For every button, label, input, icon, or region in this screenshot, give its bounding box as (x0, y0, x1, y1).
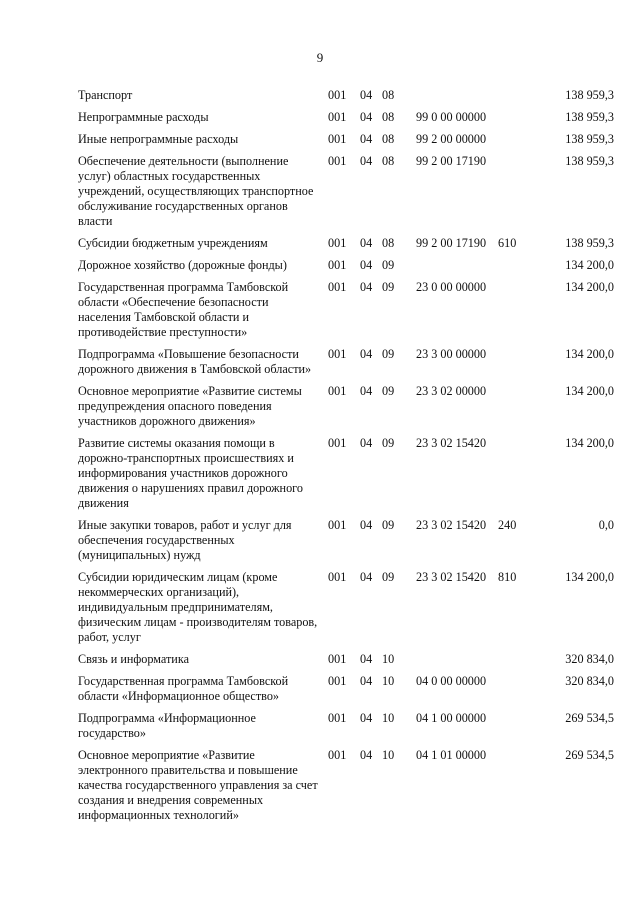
row-amount: 134 200,0 (565, 280, 614, 294)
row-amount: 320 834,0 (565, 652, 614, 666)
table-row (78, 132, 614, 154)
row-subsection-code: 08 (382, 88, 395, 102)
row-target-code: 23 3 02 15420 (416, 570, 487, 584)
row-subsection-code: 09 (382, 436, 395, 450)
row-target-code: 99 2 00 17190 (416, 154, 487, 168)
row-org-code: 001 (328, 384, 347, 398)
table-row (78, 110, 614, 132)
row-name: Государственная программа Тамбовской области «Информационное общество» (78, 674, 289, 703)
row-subsection-code: 10 (382, 674, 395, 688)
row-name: Связь и информатика (78, 652, 189, 666)
row-subsection-code: 10 (382, 711, 395, 725)
row-section-code: 04 (360, 88, 373, 102)
table-row (78, 674, 614, 711)
row-section-code: 04 (360, 711, 373, 725)
row-expense-kind: 610 (498, 236, 517, 250)
row-target-code: 99 2 00 17190 (416, 236, 487, 250)
row-org-code: 001 (328, 652, 347, 666)
row-org-code: 001 (328, 132, 347, 146)
row-subsection-code: 09 (382, 258, 395, 272)
row-org-code: 001 (328, 280, 347, 294)
row-org-code: 001 (328, 711, 347, 725)
table-row (78, 384, 614, 436)
table-row (78, 570, 614, 652)
row-subsection-code: 09 (382, 280, 395, 294)
row-expense-kind (498, 258, 538, 280)
row-subsection-code: 08 (382, 132, 395, 146)
row-org-code: 001 (328, 236, 347, 250)
row-amount: 269 534,5 (565, 711, 614, 725)
row-section-code: 04 (360, 384, 373, 398)
row-section-code: 04 (360, 280, 373, 294)
row-expense-kind (498, 711, 538, 748)
row-expense-kind (498, 436, 538, 518)
budget-table (78, 88, 614, 830)
table-row (78, 236, 614, 258)
row-amount: 134 200,0 (565, 384, 614, 398)
row-expense-kind (498, 280, 538, 347)
row-name: Подпрограмма «Повышение безопасности дорожного движения в Тамбовской области» (78, 347, 312, 376)
row-section-code: 04 (360, 674, 373, 688)
row-subsection-code: 08 (382, 154, 395, 168)
row-expense-kind (498, 154, 538, 236)
row-amount: 138 959,3 (565, 132, 614, 146)
row-amount: 138 959,3 (565, 110, 614, 124)
row-name: Основное мероприятие «Развитие электронного правительства и повышение качества государственного управления за счет создания и внедрения современных информационных технологий» (78, 748, 318, 822)
row-section-code: 04 (360, 110, 373, 124)
row-target-code: 23 3 00 00000 (416, 347, 487, 361)
table-row (78, 436, 614, 518)
row-org-code: 001 (328, 88, 347, 102)
row-name: Подпрограмма «Информационное государство» (78, 711, 256, 740)
row-org-code: 001 (328, 748, 347, 762)
row-section-code: 04 (360, 652, 373, 666)
row-amount: 138 959,3 (565, 88, 614, 102)
table-row (78, 748, 614, 830)
table-row (78, 347, 614, 384)
row-name: Субсидии бюджетным учреждениям (78, 236, 268, 250)
row-name: Дорожное хозяйство (дорожные фонды) (78, 258, 287, 272)
row-name: Обеспечение деятельности (выполнение услуг) областных государственных учреждений, осуществляющих транспортное обслуживание государственных органов власти (78, 154, 314, 228)
row-section-code: 04 (360, 236, 373, 250)
row-target-code: 99 0 00 00000 (416, 110, 487, 124)
row-name: Иные непрограммные расходы (78, 132, 239, 146)
row-target-code: 04 1 01 00000 (416, 748, 487, 762)
table-row (78, 154, 614, 236)
row-expense-kind: 810 (498, 570, 517, 584)
row-name: Развитие системы оказания помощи в дорожно-транспортных происшествиях и информирования участников дорожного движения о нарушениях правил дорожного движения (78, 436, 303, 510)
table-row (78, 652, 614, 674)
row-target-code: 23 3 02 15420 (416, 518, 487, 532)
row-org-code: 001 (328, 258, 347, 272)
row-target-code: 04 1 00 00000 (416, 711, 487, 725)
row-name: Основное мероприятие «Развитие системы предупреждения опасного поведения участников дорожного движения» (78, 384, 302, 428)
row-amount: 138 959,3 (565, 236, 614, 250)
row-amount: 320 834,0 (565, 674, 614, 688)
row-org-code: 001 (328, 154, 347, 168)
row-org-code: 001 (328, 674, 347, 688)
row-target-code: 04 0 00 00000 (416, 674, 487, 688)
row-section-code: 04 (360, 518, 373, 532)
table-row (78, 711, 614, 748)
row-section-code: 04 (360, 748, 373, 762)
row-section-code: 04 (360, 132, 373, 146)
row-amount: 134 200,0 (565, 436, 614, 450)
row-amount: 0,0 (598, 518, 614, 532)
row-name: Иные закупки товаров, работ и услуг для обеспечения государственных (муниципальных) нужд (78, 518, 292, 562)
row-target-code: 23 3 02 15420 (416, 436, 487, 450)
row-name: Субсидии юридическим лицам (кроме некоммерческих организаций), индивидуальным предпринимателям, физическим лицам - производителям товаров, работ, услуг (78, 570, 318, 644)
row-target-code: 99 2 00 00000 (416, 132, 487, 146)
row-expense-kind: 240 (498, 518, 517, 532)
row-section-code: 04 (360, 570, 373, 584)
row-expense-kind (498, 384, 538, 436)
row-expense-kind (498, 674, 538, 711)
row-org-code: 001 (328, 110, 347, 124)
row-amount: 134 200,0 (565, 258, 614, 272)
table-row (78, 518, 614, 570)
row-org-code: 001 (328, 436, 347, 450)
row-subsection-code: 09 (382, 518, 395, 532)
row-org-code: 001 (328, 518, 347, 532)
row-expense-kind (498, 347, 538, 384)
row-expense-kind (498, 110, 538, 132)
row-expense-kind (498, 748, 538, 830)
row-subsection-code: 08 (382, 110, 395, 124)
row-amount: 134 200,0 (565, 347, 614, 361)
table-row (78, 88, 614, 110)
budget-table-body (78, 88, 614, 830)
row-section-code: 04 (360, 347, 373, 361)
row-name: Государственная программа Тамбовской области «Обеспечение безопасности населения Тамбовской области и противодействие преступности» (78, 280, 289, 339)
row-name: Непрограммные расходы (78, 110, 209, 124)
row-expense-kind (498, 652, 538, 674)
row-subsection-code: 10 (382, 748, 395, 762)
row-org-code: 001 (328, 570, 347, 584)
row-expense-kind (498, 132, 538, 154)
row-section-code: 04 (360, 154, 373, 168)
row-subsection-code: 09 (382, 384, 395, 398)
row-amount: 138 959,3 (565, 154, 614, 168)
row-amount: 134 200,0 (565, 570, 614, 584)
row-subsection-code: 10 (382, 652, 395, 666)
row-target-code (406, 88, 498, 110)
page-number: 9 (316, 50, 324, 65)
row-name: Транспорт (78, 88, 133, 102)
row-target-code: 23 0 00 00000 (416, 280, 487, 294)
table-row (78, 258, 614, 280)
row-subsection-code: 08 (382, 236, 395, 250)
row-org-code: 001 (328, 347, 347, 361)
row-amount: 269 534,5 (565, 748, 614, 762)
row-target-code (406, 258, 498, 280)
row-section-code: 04 (360, 436, 373, 450)
row-expense-kind (498, 88, 538, 110)
row-target-code: 23 3 02 00000 (416, 384, 487, 398)
row-target-code (406, 652, 498, 674)
row-subsection-code: 09 (382, 570, 395, 584)
row-subsection-code: 09 (382, 347, 395, 361)
row-section-code: 04 (360, 258, 373, 272)
table-row (78, 280, 614, 347)
